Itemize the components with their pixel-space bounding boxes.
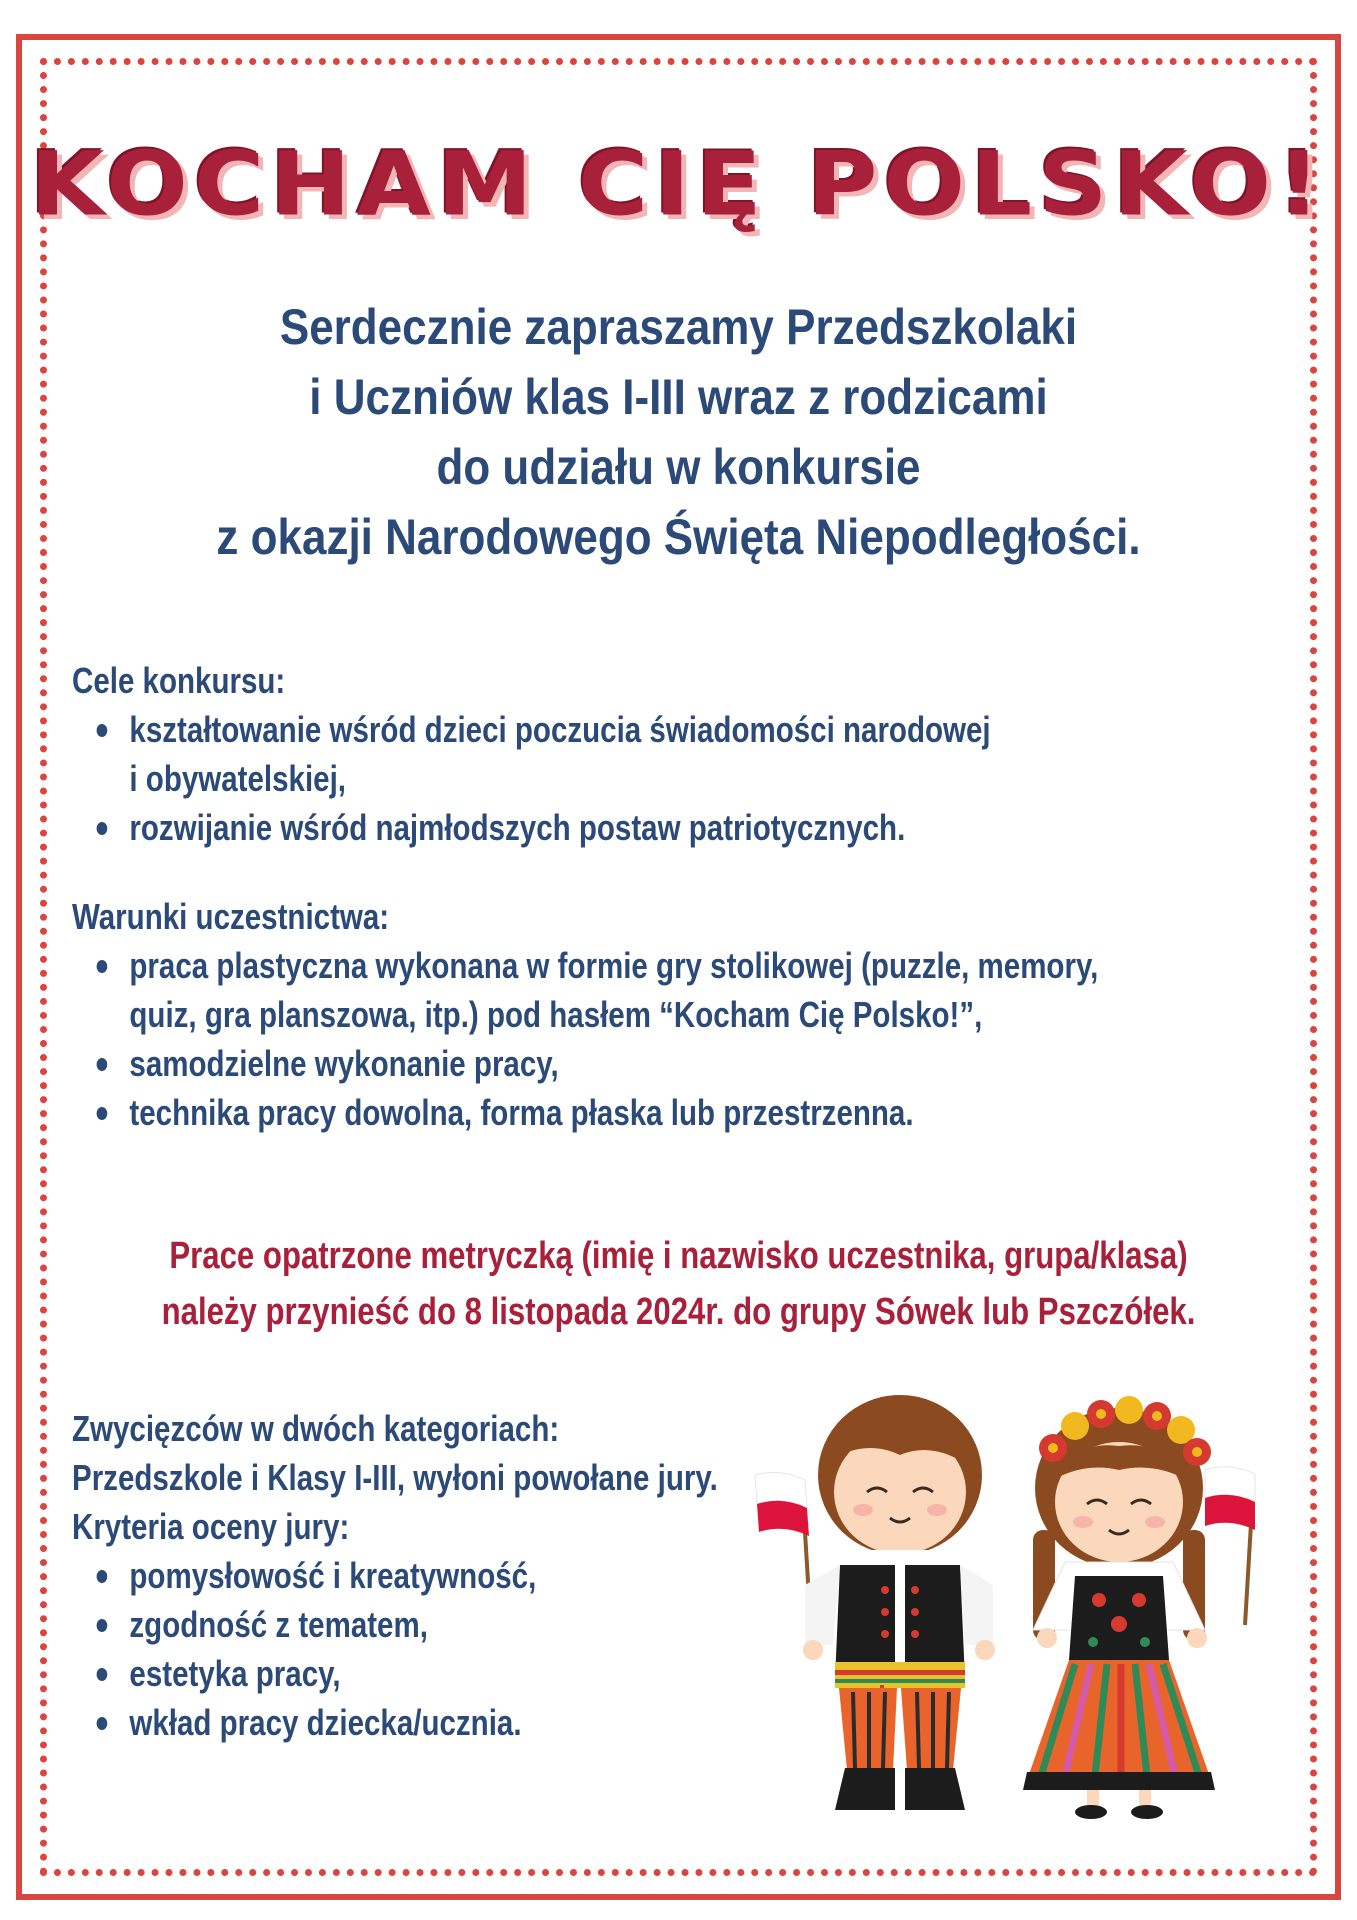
list-item — [97, 705, 1220, 803]
jury-line: Przedszkole i Klasy I-III, wyłoni powołane jury. — [72, 1457, 718, 1498]
submission-note-line: Prace opatrzone metryczką (imię i nazwisko uczestnika, grupa/klasa) — [169, 1235, 1188, 1277]
list-item: technika pracy dowolna, forma płaska lub przestrzenna. — [97, 1088, 1220, 1137]
submission-note-line: należy przynieść do 8 listopada 2024r. do grupy Sówek lub Pszczółek. — [161, 1291, 1196, 1333]
submission-note — [0, 1228, 1357, 1340]
list-item-text: quiz, gra planszowa, itp.) pod hasłem “Kocham Cię Polsko!”, — [129, 994, 983, 1035]
poster-title: KOCHAM CIĘ POLSKO! — [30, 132, 1327, 236]
invitation-text — [169, 292, 1187, 572]
contest-goals-list — [97, 705, 1220, 852]
list-item: estetyka pracy, — [97, 1649, 1220, 1698]
girl-figure — [1023, 1396, 1255, 1819]
jury-criteria-heading: Kryteria oceny jury: — [72, 1506, 350, 1547]
participation-rules-list — [97, 941, 1220, 1137]
contest-goals-section — [72, 656, 1357, 852]
boy-figure — [755, 1395, 995, 1810]
list-item: rozwijanie wśród najmłodszych postaw patriotycznych. — [97, 803, 1220, 852]
list-item-text: kształtowanie wśród dzieci poczucia świadomości narodowej — [129, 709, 991, 750]
contest-goals-heading: Cele konkursu: — [72, 660, 286, 701]
list-item-text: i obywatelskiej, — [129, 758, 346, 799]
polish-folk-children-icon — [735, 1380, 1295, 1820]
invitation-line: do udziału w konkursie — [436, 439, 921, 495]
invitation-line: Serdecznie zapraszamy Przedszkolaki — [279, 299, 1078, 355]
invitation-line: z okazji Narodowego Święta Niepodległości. — [216, 509, 1141, 565]
list-item-text: praca plastyczna wykonana w formie gry stolikowej (puzzle, memory, — [129, 945, 1099, 986]
list-item: wkład pracy dziecka/ucznia. — [97, 1698, 1220, 1747]
list-item: zgodność z tematem, — [97, 1600, 1220, 1649]
jury-line: Zwycięzców w dwóch kategoriach: — [72, 1408, 560, 1449]
list-item: samodzielne wykonanie pracy, — [97, 1039, 1220, 1088]
list-item: pomysłowość i kreatywność, — [97, 1551, 1220, 1600]
participation-rules-heading: Warunki uczestnictwa: — [72, 896, 390, 937]
participation-rules-section — [72, 892, 1357, 1137]
invitation-line: i Uczniów klas I-III wraz z rodzicami — [309, 369, 1048, 425]
list-item — [97, 941, 1220, 1039]
